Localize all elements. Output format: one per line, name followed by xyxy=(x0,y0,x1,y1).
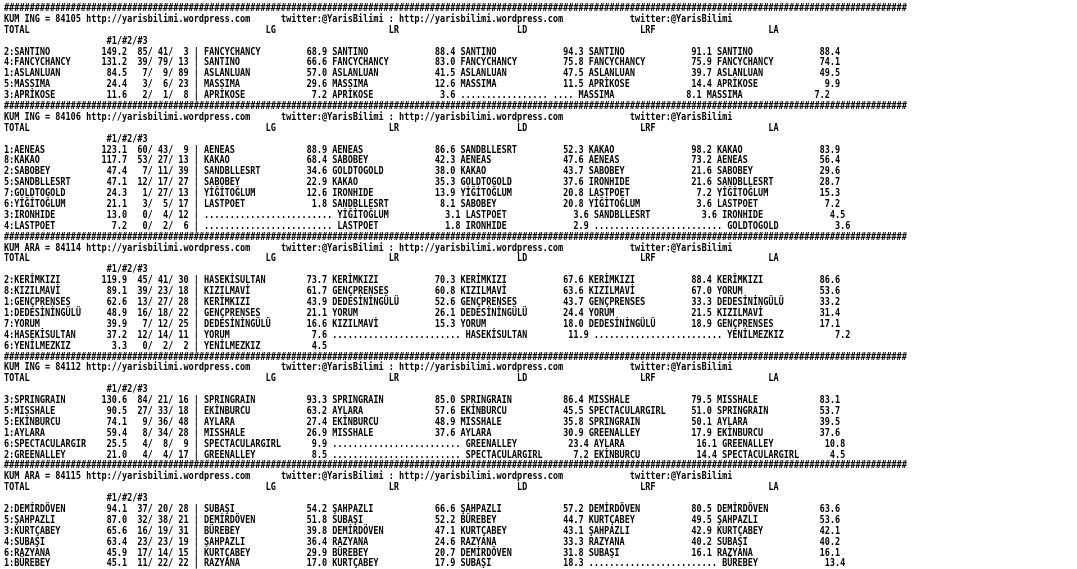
horse-stat-row: 1:ASLANLUAN 84.5 7/ 9/ 89 | ASLANLUAN 57.0 ASLANLUAN 41.5 ASLANLUAN 47.5 ASLANLUAN 39.7 ASLANLUAN 49.5 xyxy=(4,67,841,80)
horse-stat-row: 7:GOLDTOGOLD 24.3 1/ 27/ 13 | YİĞİTOĞLUM 12.6 IRONHIDE 13.9 YİĞİTOĞLUM 20.8 LASTPOET 7.2 YİĞİTOĞLUM 15.3 xyxy=(4,187,841,200)
horse-stat-row: 4:SUBAŞI 63.4 23/ 23/ 19 | ŞAHPAZLI 36.4 RAZYANA 24.6 RAZYANA 33.3 RAZYANA 40.2 SUBAŞI 40.2 xyxy=(4,535,841,548)
horse-stat-row: 6:SPECTACULARGIR 25.5 4/ 8/ 9 | SPECTACULARGIRL 9.9 ......................... GREENALLEY 23.4 AYLARA 16.1 GREENALLEY 10.8 xyxy=(4,437,846,450)
race-title-line: KUM ING = 84106 http://yarisbilimi.wordpress.com twitter:@YarisBilimi : http://yarisbilimi.wordpress.com twitter:@YarisBilimi xyxy=(4,110,733,123)
horse-stat-row: 3:SPRINGRAIN 130.6 84/ 21/ 16 | SPRINGRAIN 93.3 SPRINGRAIN 85.0 SPRINGRAIN 86.4 MISSHALE 79.5 MISSHALE 83.1 xyxy=(4,394,841,407)
horse-stat-row: 6:RAZYANA 45.9 17/ 14/ 15 | KURTÇABEY 29.9 BÜREBEY 20.7 DEMİRDÖVEN 31.8 SUBAŞI 16.1 RAZYANA 16.1 xyxy=(4,546,841,559)
horse-stat-row: 5:SANDBLLESRT 47.1 12/ 17/ 27 | SABOBEY 22.9 KAKAO 35.3 GOLDTOGOLD 37.6 IRONHIDE 21.6 SANDBLLESRT 28.7 xyxy=(4,176,841,189)
horse-stat-row: 1:BÜREBEY 45.1 11/ 22/ 22 | RAZYANA 17.0 KURTÇABEY 17.9 SUBAŞI 18.3 ......................... BÜREBEY 13.4 xyxy=(4,557,846,569)
horse-stat-row: 5:EKİNBURCU 74.1 9/ 36/ 48 | AYLARA 27.4 EKİNBURCU 48.9 MISSHALE 35.8 SPRINGRAIN 50.1 AYLARA 39.5 xyxy=(4,415,841,428)
horse-stat-row: 2:KERİMKIZI 119.9 45/ 41/ 30 | HASEKİSULTAN 73.7 KERİMKIZI 70.3 KERİMKIZI 67.6 KERİMKIZI 88.4 KERİMKIZI 86.6 xyxy=(4,274,841,287)
horse-stat-row: 4:FANCYCHANCY 131.2 39/ 79/ 13 | SANTINO 66.6 FANCYCHANCY 83.0 FANCYCHANCY 75.8 FANCYCHANCY 75.9 FANCYCHANCY 74.1 xyxy=(4,56,841,69)
horse-stat-row: 5:ŞAHPAZLI 87.0 32/ 38/ 21 | DEMİRDÖVEN 51.8 SUBAŞI 52.2 BÜREBEY 44.7 KURTÇABEY 49.5 ŞAHPAZLI 53.6 xyxy=(4,513,841,526)
column-subheader-line: #1/#2/#3 xyxy=(4,132,148,145)
horse-stat-row: 4:LASTPOET 7.2 0/ 2/ 6 | ......................... LASTPOET 1.8 IRONHIDE 2.9 ......................... GOLDTOGOLD 3.6 xyxy=(4,219,851,232)
race-title-line: KUM ING = 84112 http://yarisbilimi.wordpress.com twitter:@YarisBilimi : http://yarisbilimi.wordpress.com twitter:@YarisBilimi xyxy=(4,361,733,374)
column-header-line: TOTAL LG LR LD LRF LA xyxy=(4,481,779,494)
horse-stat-row: 1:AENEAS 123.1 60/ 43/ 9 | AENEAS 88.9 AENEAS 86.6 SANDBLLESRT 52.3 KAKAO 98.2 KAKAO 83.9 xyxy=(4,143,841,156)
column-subheader-line: #1/#2/#3 xyxy=(4,263,148,276)
separator-rule: ################################################################################################################################################################################ xyxy=(4,100,907,113)
column-header-line: TOTAL LG LR LD LRF LA xyxy=(4,372,779,385)
column-header-line: TOTAL LG LR LD LRF LA xyxy=(4,23,779,36)
column-subheader-line: #1/#2/#3 xyxy=(4,383,148,396)
horse-stat-row: 1:GENÇPRENSES 62.6 13/ 27/ 28 | KERİMKIZI 43.9 DEDESİNİNGÜLÜ 52.6 GENÇPRENSES 43.7 GENÇPRENSES 33.3 DEDESİNİNGÜLÜ 33.2 xyxy=(4,296,841,309)
horse-stat-row: 1:AYLARA 59.4 8/ 34/ 28 | MISSHALE 26.9 MISSHALE 37.6 AYLARA 30.9 GREENALLEY 17.9 EKİNBURCU 37.6 xyxy=(4,426,841,439)
race-title-line: KUM ARA = 84115 http://yarisbilimi.wordpress.com twitter:@YarisBilimi : http://yarisbilimi.wordpress.com twitter:@YarisBilimi xyxy=(4,470,733,483)
separator-rule: ################################################################################################################################################################################ xyxy=(4,230,907,243)
horse-stat-row: 5:MASSIMA 24.4 3/ 6/ 23 | MASSIMA 29.6 MASSIMA 12.6 MASSIMA 11.5 APRİKOSE 14.4 APRİKOSE 9.9 xyxy=(4,78,841,91)
separator-rule: ################################################################################################################################################################################ xyxy=(4,459,907,472)
race-stats-sheet xyxy=(4,2,1074,569)
horse-stat-row: 8:KAKAO 117.7 53/ 27/ 13 | KAKAO 68.4 SABOBEY 42.3 AENEAS 47.6 AENEAS 73.2 AENEAS 56.4 xyxy=(4,154,841,167)
horse-stat-row: 4:HASEKİSULTAN 37.2 12/ 14/ 11 | YORUM 7.6 ......................... HASEKİSULTAN 11.9 ......................... YENİLMEZKIZ 7.2 xyxy=(4,328,851,341)
horse-stat-row: 1:DEDESİNİNGÜLÜ 48.9 16/ 18/ 22 | GENÇPRENSES 21.1 YORUM 26.1 DEDESİNİNGÜLÜ 24.4 YORUM 21.5 KIZILMAVİ 31.4 xyxy=(4,306,841,319)
column-subheader-line: #1/#2/#3 xyxy=(4,34,148,47)
horse-stat-row: 2:DEMİRDÖVEN 94.1 37/ 20/ 28 | SUBAŞI 54.2 ŞAHPAZLI 66.6 ŞAHPAZLI 57.2 DEMİRDÖVEN 80.5 DEMİRDÖVEN 63.6 xyxy=(4,502,841,515)
horse-stat-row: 7:YORUM 39.9 7/ 12/ 25 | DEDESİNİNGÜLÜ 16.6 KIZILMAVİ 15.3 YORUM 18.0 DEDESİNİNGÜLÜ 18.9 GENÇPRENSES 17.1 xyxy=(4,317,841,330)
horse-stat-row: 2:GREENALLEY 21.0 4/ 4/ 17 | GREENALLEY 8.5 ......................... SPECTACULARGIRL 7.2 EKİNBURCU 14.4 SPECTACULARGIRL 4.5 xyxy=(4,448,846,461)
horse-stat-row: 2:SANTINO 149.2 85/ 41/ 3 | FANCYCHANCY 68.9 SANTINO 88.4 SANTINO 94.3 SANTINO 91.1 SANTINO 88.4 xyxy=(4,45,841,58)
horse-stat-row: 6:YİĞİTOĞLUM 21.1 3/ 5/ 17 | LASTPOET 1.8 SANDBLLESRT 8.1 SABOBEY 20.8 YİĞİTOĞLUM 3.6 LASTPOET 7.2 xyxy=(4,198,841,211)
horse-stat-row: 3:KURTÇABEY 65.6 16/ 19/ 31 | BÜREBEY 39.8 DEMİRDÖVEN 47.1 KURTÇABEY 43.1 ŞAHPAZLI 42.9 KURTÇABEY 42.1 xyxy=(4,524,841,537)
horse-stat-row: 3:APRİKOSE 11.6 2/ 1/ 8 | APRİKOSE 7.2 APRİKOSE 3.6 ................. .... MASSIMA 8.1 MASSIMA 7.2 xyxy=(4,89,830,102)
horse-stat-row: 3:IRONHIDE 13.0 0/ 4/ 12 | ......................... YİĞİTOĞLUM 3.1 LASTPOET 3.6 SANDBLLESRT 3.6 IRONHIDE 4.5 xyxy=(4,208,846,221)
column-header-line: TOTAL LG LR LD LRF LA xyxy=(4,121,779,134)
separator-rule: ################################################################################################################################################################################ xyxy=(4,2,907,14)
column-subheader-line: #1/#2/#3 xyxy=(4,492,148,505)
horse-stat-row: 2:SABOBEY 47.4 7/ 11/ 39 | SANDBLLESRT 34.6 GOLDTOGOLD 38.0 KAKAO 43.7 SABOBEY 21.6 SABOBEY 29.6 xyxy=(4,165,841,178)
race-title-line: KUM ARA = 84114 http://yarisbilimi.wordpress.com twitter:@YarisBilimi : http://yarisbilimi.wordpress.com twitter:@YarisBilimi xyxy=(4,241,733,254)
horse-stat-row: 5:MISSHALE 90.5 27/ 33/ 18 | EKİNBURCU 63.2 AYLARA 57.6 EKİNBURCU 45.5 SPECTACULARGIRL 51.0 SPRINGRAIN 53.7 xyxy=(4,404,841,417)
horse-stat-row: 6:YENİLMEZKIZ 3.3 0/ 2/ 2 | YENİLMEZKIZ 4.5 xyxy=(4,339,328,352)
horse-stat-row: 8:KIZILMAVİ 89.1 39/ 23/ 18 | KIZILMAVİ 61.7 GENÇPRENSES 60.8 KIZILMAVİ 63.6 KIZILMAVİ 67.0 YORUM 53.6 xyxy=(4,285,841,298)
race-title-line: KUM ING = 84105 http://yarisbilimi.wordpress.com twitter:@YarisBilimi : http://yarisbilimi.wordpress.com twitter:@YarisBilimi xyxy=(4,12,733,25)
separator-rule: ################################################################################################################################################################################ xyxy=(4,350,907,363)
column-header-line: TOTAL LG LR LD LRF LA xyxy=(4,252,779,265)
